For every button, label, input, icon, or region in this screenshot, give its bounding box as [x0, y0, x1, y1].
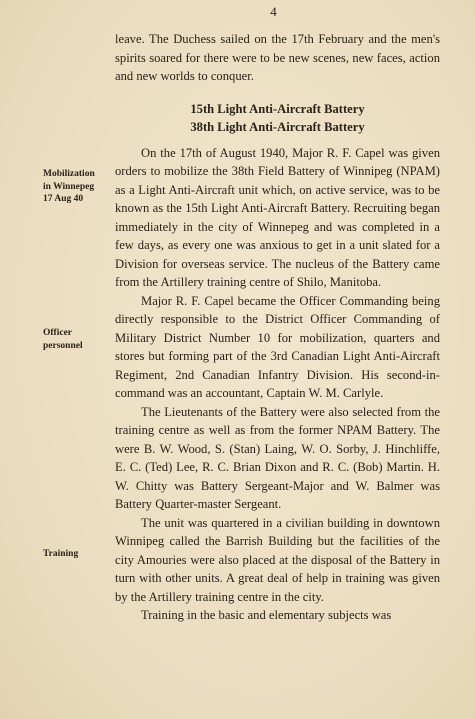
page-number: 4 — [270, 4, 277, 19]
paragraph-quarters: The unit was quartered in a civilian building in downtown Winnipeg called the Barrish Building but the facilities of the city Amouries were also placed at the disposal of the Battery in turn with other units. A great deal of help in training was given by the Artillery training centre in the city. — [115, 515, 440, 604]
body-text — [115, 30, 440, 625]
side-note-training: Training — [43, 549, 79, 559]
side-note-mobilization: Mobilization in Winnepeg 17 Aug 40 — [43, 169, 95, 204]
paragraph-mobilization: On the 17th of August 1940, Major R. F. Capel was given orders to mobilize the 38th Field Battery of Winnipeg (NPAM) as a Light Anti-Aircraft unit which, on active service, was to be known as the 15th Light Anti-Aircraft Battery. Recruiting began immediately in the city of Winnepeg and was completed in a few days, as every one was anxious to get in a unit slated for a Division for overseas service. The nucleus of the Battery came from the Artillery training centre of Shilo, Manitoba. — [115, 145, 440, 289]
heading-line-1: 15th Light Anti-Aircraft Battery — [190, 101, 365, 116]
paragraph-training: Training in the basic and elementary subjects was — [141, 608, 392, 622]
heading-line-2: 38th Light Anti-Aircraft Battery — [190, 119, 365, 134]
paragraph-lieutenants: The Lieutenants of the Battery were also selected from the training centre as well as from the former NPAM Battery. The were B. W. Wood, S. (Stan) Laing, W. O. Sorby, J. Hinchliffe, E. C. (Ted) Lee, R. C. Brian Dixon and R. C. (Bob) Martin. H. W. Chitty was Battery Sergeant-Major and W. Balmer was Battery Quarter-master Sergeant. — [115, 404, 440, 511]
section-heading — [115, 100, 440, 136]
side-note-officer-personnel: Officer personnel — [43, 328, 83, 351]
paragraph-officer-commanding: Major R. F. Capel became the Officer Commanding being directly responsible to the District Officer Commanding of Military District Number 10 for mobilization, quarters and stores but forming part of the 3rd Canadian Light Anti-Aircraft Regiment, 2nd Canadian Infantry Division. His second-in-command was an accountant, Captain W. M. Carlyle. — [115, 293, 440, 400]
intro-paragraph: leave. The Duchess sailed on the 17th February and the men's spirits soared for there were to be new scenes, new faces, action and new worlds to conquer. — [115, 32, 440, 83]
